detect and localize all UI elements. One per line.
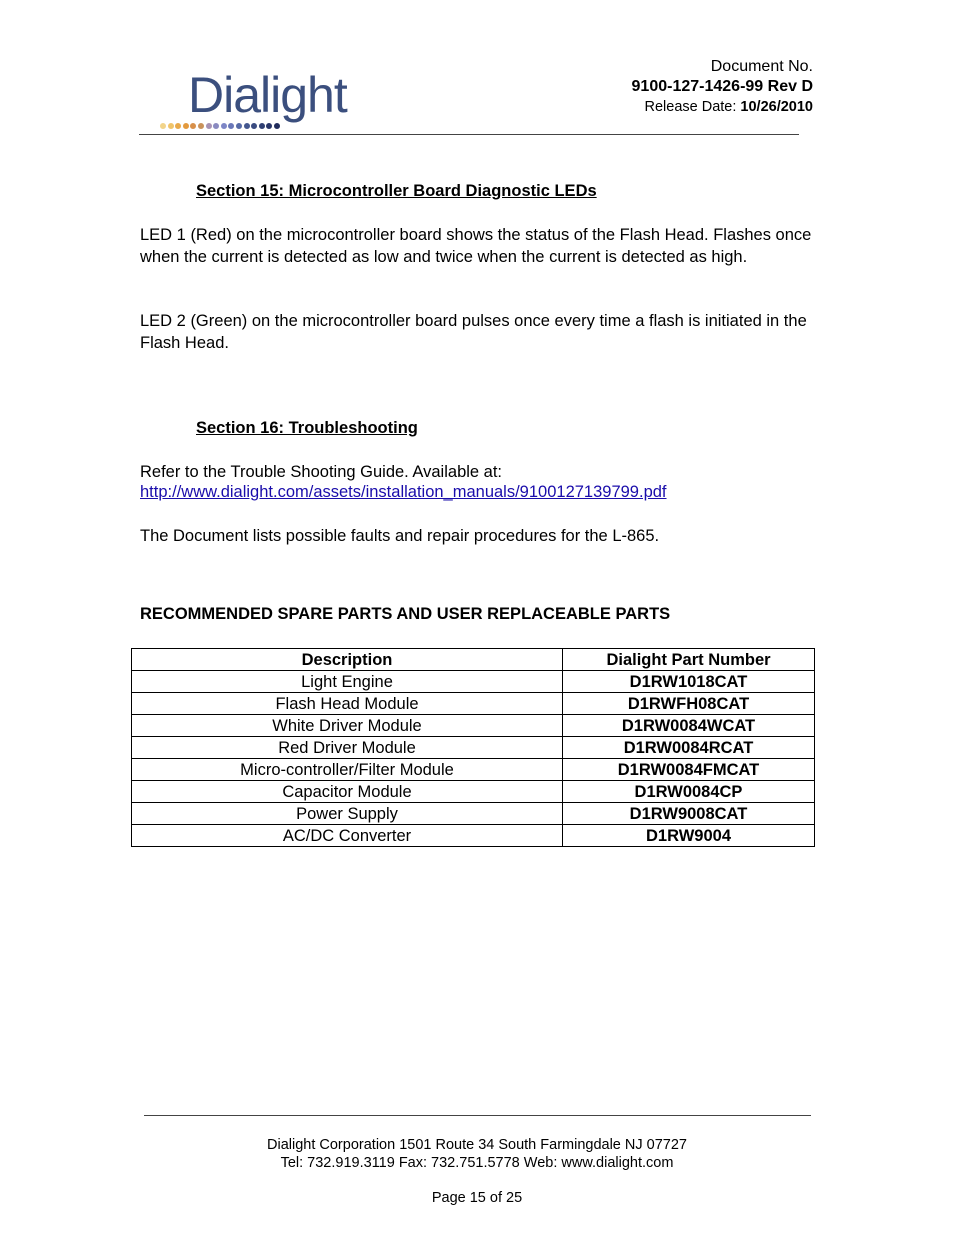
logo-dot <box>183 123 189 129</box>
document-number: 9100-127-1426-99 Rev D <box>631 78 813 95</box>
part-description: Flash Head Module <box>132 693 563 715</box>
table-row <box>132 825 815 847</box>
logo-dot <box>213 123 219 129</box>
spare-parts-table <box>131 648 815 847</box>
part-number: D1RW0084WCAT <box>563 715 815 737</box>
release-info <box>632 97 813 117</box>
section-16-title: Section 16: Troubleshooting <box>196 419 418 437</box>
part-number: D1RWFH08CAT <box>563 693 815 715</box>
logo-dot <box>236 123 242 129</box>
logo-dot <box>160 123 166 129</box>
logo-dot <box>175 123 181 129</box>
part-description: Micro-controller/Filter Module <box>132 759 563 781</box>
troubleshooting-doc-text: The Document lists possible faults and repair procedures for the L-865. <box>140 527 660 545</box>
part-number: D1RW9008CAT <box>563 803 815 825</box>
logo-dot <box>190 123 196 129</box>
document-info <box>632 57 813 117</box>
document-label: Document No. <box>710 58 813 75</box>
part-description: Capacitor Module <box>132 781 563 803</box>
header-divider <box>139 134 799 135</box>
part-description: Power Supply <box>132 803 563 825</box>
table-row <box>132 715 815 737</box>
table-row <box>132 803 815 825</box>
part-description: White Driver Module <box>132 715 563 737</box>
footer-contact: Tel: 732.919.3119 Fax: 732.751.5778 Web: www.dialight.com <box>280 1155 674 1171</box>
logo-wordmark: Dialight <box>188 67 347 123</box>
footer-address: Dialight Corporation 1501 Route 34 South Farmingdale NJ 07727 <box>267 1137 687 1153</box>
logo-dot <box>259 123 265 129</box>
page-number: Page 15 of 25 <box>431 1190 523 1206</box>
logo-dot <box>168 123 174 129</box>
column-header-description: Description <box>132 649 563 671</box>
troubleshooting-guide-link[interactable]: http://www.dialight.com/assets/installation_manuals/9100127139799.pdf <box>140 483 667 501</box>
table-row <box>132 781 815 803</box>
logo-dot <box>221 123 227 129</box>
release-label: Release Date: <box>644 99 737 115</box>
part-number: D1RW0084CP <box>563 781 815 803</box>
part-number: D1RW9004 <box>563 825 815 847</box>
table-row <box>132 759 815 781</box>
part-number: D1RW0084FMCAT <box>563 759 815 781</box>
column-header-part-number: Dialight Part Number <box>563 649 815 671</box>
part-number: D1RW1018CAT <box>563 671 815 693</box>
logo-dot <box>244 123 250 129</box>
dialight-logo <box>160 67 400 134</box>
logo-dot <box>228 123 234 129</box>
footer-divider <box>144 1115 811 1116</box>
logo-dot <box>198 123 204 129</box>
table-row <box>132 737 815 759</box>
section-15-para-2: LED 2 (Green) on the microcontroller board pulses once every time a flash is initiated in the Flash Head. <box>140 312 807 352</box>
section-15-para-1: LED 1 (Red) on the microcontroller board shows the status of the Flash Head. Flashes once when the current is detected as low and twice when the current is detected as high. <box>140 226 812 266</box>
troubleshooting-refer-text: Refer to the Trouble Shooting Guide. Available at: <box>140 463 503 481</box>
logo-dot <box>266 123 272 129</box>
table-row <box>132 671 815 693</box>
table-header-row <box>132 649 815 671</box>
spare-parts-title: RECOMMENDED SPARE PARTS AND USER REPLACEABLE PARTS <box>140 605 671 623</box>
part-description: AC/DC Converter <box>132 825 563 847</box>
logo-dot <box>206 123 212 129</box>
logo-dot <box>274 123 280 129</box>
part-description: Red Driver Module <box>132 737 563 759</box>
table-row <box>132 693 815 715</box>
logo-dot <box>251 123 257 129</box>
part-number: D1RW0084RCAT <box>563 737 815 759</box>
logo-dot-row <box>160 123 282 131</box>
section-15-title: Section 15: Microcontroller Board Diagnostic LEDs <box>196 182 597 200</box>
part-description: Light Engine <box>132 671 563 693</box>
release-date: 10/26/2010 <box>740 99 813 115</box>
